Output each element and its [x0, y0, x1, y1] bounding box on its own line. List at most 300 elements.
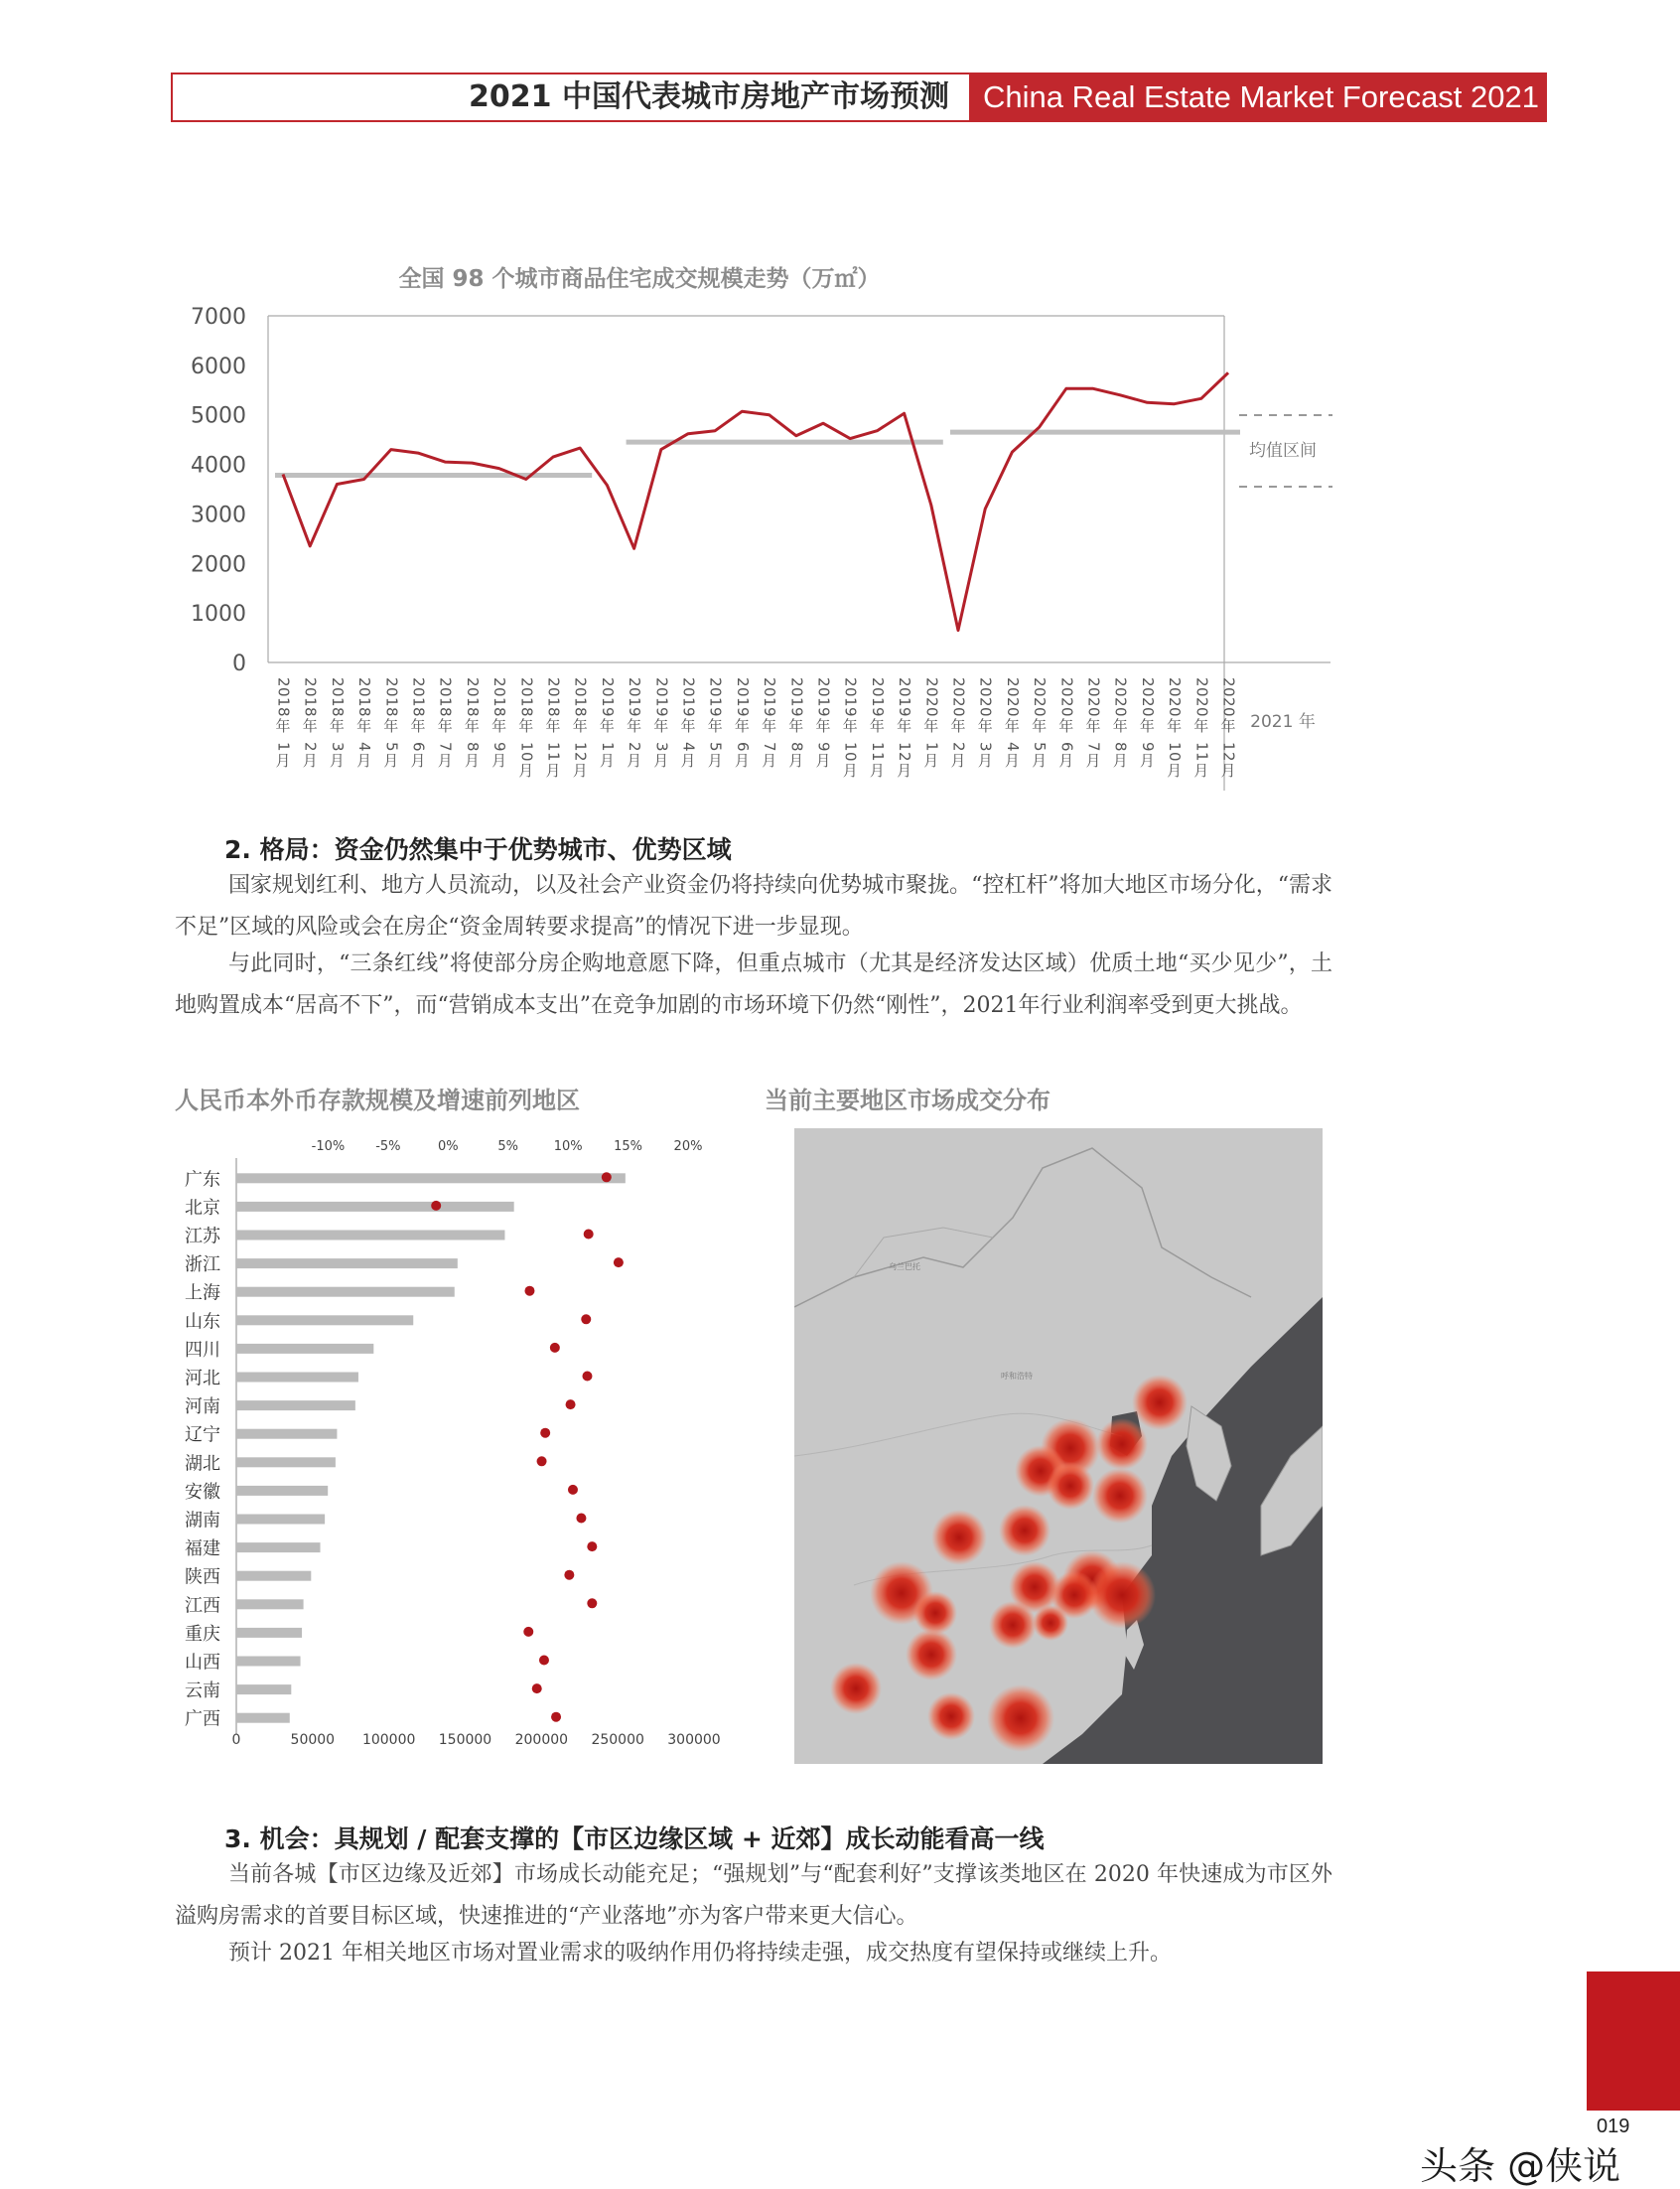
x-tick-char: 1 — [896, 697, 914, 707]
x-tick-char: 年 — [329, 717, 345, 735]
x-tick-char: 年 — [1167, 717, 1183, 735]
section-2-paragraph-1: 国家规划红利、地方人员流动，以及社会产业资金仍将持续向优势城市聚拢。“控杠杆”将加大地区市场分化，“需求不足”区域的风险或会在房企“资金周转要求提高”的情况下进一步显现。 — [175, 873, 1332, 940]
bar — [236, 1429, 337, 1439]
x-tick-char: 年 — [275, 717, 291, 735]
x-tick-char: 9 — [787, 707, 806, 717]
x-tick-char: 月 — [1085, 752, 1101, 770]
x-tick-char: 0 — [922, 687, 941, 697]
bar-chart — [169, 1128, 765, 1754]
page-number: 019 — [1597, 2116, 1630, 2137]
x-tick-char: 1 — [1192, 752, 1211, 762]
x-tick-char: 年 — [977, 717, 993, 735]
x-tick-char: 0 — [868, 687, 887, 697]
x-tick-char: 1 — [761, 697, 779, 707]
legend-label: 均值区间 — [1249, 441, 1317, 461]
x-tick-char: 月 — [1032, 752, 1048, 770]
y-tick-label: 7000 — [191, 305, 246, 330]
x-tick-char: 2 — [301, 742, 320, 752]
category-label: 四川 — [185, 1339, 220, 1361]
category-label: 山东 — [185, 1311, 220, 1333]
x-tick-char: 年 — [842, 717, 858, 735]
x-tick-char: 年 — [302, 717, 318, 735]
x-tick-char: 月 — [788, 752, 804, 770]
series-polyline — [283, 372, 1228, 630]
bar — [236, 1202, 514, 1212]
x-tick-char: 8 — [382, 707, 401, 717]
growth-dot — [614, 1257, 624, 1267]
x-tick-char: 年 — [518, 717, 534, 735]
heat-spot — [989, 1601, 1037, 1649]
y-tick-label: 6000 — [191, 354, 246, 379]
x-tick-char: 9 — [733, 707, 752, 717]
category-label: 上海 — [185, 1282, 220, 1304]
x-tick-char: 月 — [1139, 752, 1155, 770]
heat-spot — [1033, 1605, 1068, 1641]
x-tick-char: 9 — [814, 742, 833, 752]
y-tick-label: 2000 — [191, 552, 246, 578]
x-tick-char: 0 — [761, 687, 779, 697]
growth-dot — [532, 1683, 542, 1693]
x-tick-char: 1 — [1166, 742, 1185, 752]
category-label: 湖南 — [185, 1510, 220, 1532]
x-tick-char: 8 — [490, 707, 509, 717]
x-tick-char: 2 — [922, 697, 941, 707]
bar — [236, 1713, 290, 1723]
x-tick-char: 8 — [274, 707, 293, 717]
x-tick-char: 0 — [517, 752, 536, 762]
growth-dot — [551, 1712, 561, 1722]
watermark: 头条 @侠说 — [1420, 2144, 1621, 2188]
x-tick-char: 6 — [409, 742, 428, 752]
x-tick-char: 2 — [1166, 697, 1185, 707]
growth-dot — [523, 1627, 533, 1637]
x-tick-char: 0 — [274, 687, 293, 697]
x-tick-char: 0 — [1111, 687, 1130, 697]
x-tick-char: 2 — [706, 677, 725, 687]
x-tick-char: 0 — [626, 687, 644, 697]
x-tick-char: 0 — [490, 687, 509, 697]
x-tick-char: 0 — [733, 687, 752, 697]
x-tick-char: 0 — [517, 687, 536, 697]
x-tick-char: 0 — [896, 687, 914, 697]
x-tick-char: 9 — [706, 707, 725, 717]
x-tick-char: 6 — [733, 742, 752, 752]
x-tick-char: 2 — [1003, 697, 1022, 707]
x-tick-char: 1 — [382, 697, 401, 707]
x-tick-char: 年 — [653, 717, 669, 735]
x-tick-char: 1 — [626, 697, 644, 707]
growth-dot — [564, 1570, 574, 1580]
x-tick-char: 0 — [463, 687, 482, 697]
x-tick-char: 2 — [733, 677, 752, 687]
x-tick-char: 月 — [464, 752, 480, 770]
x-tick-char: 1 — [652, 697, 671, 707]
x-tick-char: 9 — [841, 707, 860, 717]
x-tick-char: 月 — [1167, 762, 1183, 780]
heat-spot — [927, 1692, 975, 1740]
x-label-2021: 2021 年 — [1250, 712, 1316, 732]
x-tick-char: 月 — [1004, 752, 1020, 770]
x-tick-char: 年 — [897, 717, 912, 735]
x-axis — [275, 677, 1238, 780]
growth-dot — [524, 1286, 534, 1296]
x-tick-char: 2 — [787, 677, 806, 687]
x-tick-char: 6 — [1057, 742, 1076, 752]
x-tick-char: 9 — [761, 707, 779, 717]
page-header — [171, 73, 1547, 122]
x-tick-char: 0 — [706, 687, 725, 697]
x-tick-char: 1 — [571, 742, 590, 752]
x-tick-char: 月 — [1112, 752, 1128, 770]
x-tick-char: 0 — [1166, 687, 1185, 697]
x-tick-char: 1 — [679, 697, 698, 707]
x-tick-char: 1 — [544, 742, 563, 752]
x-tick-char: 0 — [814, 687, 833, 697]
x-tick-char: 2 — [841, 677, 860, 687]
x-tick-char: 月 — [275, 752, 291, 770]
x-tick-char: 2 — [652, 677, 671, 687]
bar — [236, 1287, 455, 1297]
x-tick-char: 1 — [706, 697, 725, 707]
x-tick-char: 2 — [301, 677, 320, 687]
x-tick-char: 8 — [301, 707, 320, 717]
category-label: 浙江 — [185, 1254, 220, 1276]
x-tick-char: 2 — [814, 677, 833, 687]
x-tick-char: 1 — [733, 697, 752, 707]
x-tick-char: 2 — [382, 677, 401, 687]
x-tick-char: 1 — [517, 742, 536, 752]
x-tick-char: 年 — [599, 717, 615, 735]
x-tick-char: 2 — [517, 677, 536, 687]
bar — [236, 1628, 302, 1638]
x-tick-char: 0 — [1057, 687, 1076, 697]
x-tick-char: 2 — [1057, 677, 1076, 687]
x-tick-char: 0 — [1138, 687, 1157, 697]
x-tick-char: 9 — [896, 707, 914, 717]
bar — [236, 1684, 291, 1694]
x-tick-char: 2 — [1111, 697, 1130, 707]
top-axis-tick: 15% — [614, 1139, 643, 1154]
x-tick-char: 月 — [734, 752, 750, 770]
x-tick-char: 0 — [1138, 707, 1157, 717]
heat-spot — [1096, 1418, 1148, 1470]
x-tick-char: 2 — [679, 677, 698, 687]
x-tick-char: 0 — [301, 687, 320, 697]
x-tick-char: 月 — [897, 762, 912, 780]
category-label: 安徽 — [185, 1481, 220, 1503]
growth-dot — [584, 1230, 594, 1240]
x-tick-char: 月 — [572, 762, 588, 780]
x-tick-char: 2 — [896, 752, 914, 762]
x-tick-char: 9 — [1138, 742, 1157, 752]
section-2-paragraph-2: 与此同时，“三条红线”将使部分房企购地意愿下降，但重点城市（尤其是经济发达区域）优质土地“买少见少”，土地购置成本“居高不下”，而“营销成本支出”在竞争加剧的市场环境下仍然“刚性”，2021年行业利润率受到更大挑战。 — [175, 951, 1332, 1018]
heat-map — [794, 1128, 1323, 1764]
bar-chart-title: 人民币本外币存款规模及增速前列地区 — [175, 1087, 580, 1114]
x-tick-char: 3 — [328, 742, 347, 752]
x-tick-char: 0 — [1084, 707, 1103, 717]
x-tick-char: 0 — [1003, 687, 1022, 697]
top-axis-tick: 10% — [553, 1139, 583, 1154]
heat-spot — [1092, 1468, 1148, 1524]
x-tick-char: 月 — [1193, 762, 1209, 780]
growth-dot — [566, 1399, 576, 1409]
top-axis-tick: 20% — [673, 1139, 703, 1154]
x-tick-char: 8 — [1111, 742, 1130, 752]
x-tick-char: 2 — [1192, 697, 1211, 707]
x-tick-char: 年 — [572, 717, 588, 735]
x-tick-char: 2 — [1138, 677, 1157, 687]
x-tick-char: 8 — [409, 707, 428, 717]
x-tick-char: 8 — [544, 707, 563, 717]
bottom-axis-tick: 300000 — [667, 1732, 721, 1748]
x-tick-char: 1 — [598, 742, 617, 752]
x-tick-char: 1 — [490, 697, 509, 707]
category-label: 重庆 — [185, 1623, 220, 1645]
x-tick-char: 0 — [1084, 687, 1103, 697]
y-tick-label: 4000 — [191, 453, 246, 479]
x-tick-char: 1 — [436, 697, 455, 707]
x-tick-char: 7 — [1084, 742, 1103, 752]
growth-dot — [587, 1541, 597, 1551]
x-tick-char: 0 — [544, 687, 563, 697]
bar — [236, 1400, 355, 1410]
x-tick-char: 5 — [1031, 742, 1050, 752]
x-tick-char: 0 — [1219, 707, 1238, 717]
bar — [236, 1599, 304, 1609]
x-tick-char: 2 — [571, 752, 590, 762]
x-tick-char: 2 — [274, 677, 293, 687]
x-tick-char: 月 — [815, 752, 831, 770]
x-tick-char: 年 — [1220, 717, 1236, 735]
x-tick-char: 0 — [382, 687, 401, 697]
x-tick-char: 9 — [490, 742, 509, 752]
x-tick-char: 月 — [923, 752, 939, 770]
x-tick-char: 8 — [355, 707, 374, 717]
x-tick-char: 1 — [841, 697, 860, 707]
x-tick-char: 2 — [922, 677, 941, 687]
x-tick-char: 0 — [409, 687, 428, 697]
x-tick-char: 9 — [598, 707, 617, 717]
category-label: 河南 — [185, 1396, 220, 1418]
category-label: 广西 — [185, 1708, 220, 1730]
x-tick-char: 0 — [1111, 707, 1130, 717]
x-tick-char: 0 — [841, 752, 860, 762]
category-label: 河北 — [185, 1368, 220, 1389]
x-tick-char: 2 — [761, 677, 779, 687]
bar — [236, 1571, 311, 1581]
x-tick-char: 2 — [1219, 697, 1238, 707]
x-tick-char: 2 — [1192, 677, 1211, 687]
x-tick-char: 月 — [545, 762, 561, 780]
x-tick-char: 0 — [1057, 707, 1076, 717]
x-tick-char: 2 — [1219, 752, 1238, 762]
map-label-ulaanbaatar: 乌兰巴托 — [889, 1262, 920, 1271]
x-tick-char: 8 — [328, 707, 347, 717]
x-tick-char: 5 — [706, 742, 725, 752]
x-tick-char: 1 — [274, 742, 293, 752]
x-tick-char: 2 — [976, 697, 995, 707]
x-tick-char: 0 — [571, 687, 590, 697]
x-tick-char: 2 — [868, 677, 887, 687]
growth-dot — [587, 1598, 597, 1608]
top-axis-tick: 5% — [497, 1139, 519, 1154]
x-tick-char: 1 — [1192, 742, 1211, 752]
y-tick-label: 5000 — [191, 403, 246, 429]
x-tick-char: 年 — [1058, 717, 1074, 735]
x-tick-char: 8 — [463, 742, 482, 752]
x-tick-char: 2 — [355, 677, 374, 687]
x-tick-char: 2 — [571, 677, 590, 687]
x-tick-char: 0 — [1031, 707, 1050, 717]
x-tick-char: 7 — [436, 742, 455, 752]
x-tick-char: 0 — [679, 687, 698, 697]
x-tick-char: 2 — [1031, 697, 1050, 707]
x-tick-char: 年 — [923, 717, 939, 735]
heat-spot — [999, 1505, 1050, 1556]
x-tick-char: 2 — [463, 677, 482, 687]
growth-dot — [550, 1343, 560, 1353]
x-tick-char: 年 — [464, 717, 480, 735]
bar — [236, 1457, 336, 1467]
x-tick-char: 1 — [544, 752, 563, 762]
x-tick-char: 月 — [842, 762, 858, 780]
y-tick-label: 0 — [232, 652, 246, 676]
x-tick-char: 月 — [437, 752, 453, 770]
x-tick-char: 月 — [410, 752, 426, 770]
bar — [236, 1542, 321, 1552]
growth-dot — [537, 1456, 547, 1466]
growth-dot — [431, 1201, 441, 1211]
growth-dot — [582, 1372, 592, 1382]
x-tick-char: 1 — [1219, 742, 1238, 752]
x-tick-char: 1 — [896, 742, 914, 752]
x-tick-char: 5 — [382, 742, 401, 752]
x-tick-char: 年 — [356, 717, 372, 735]
x-tick-char: 月 — [950, 752, 966, 770]
map-title: 当前主要地区市场成交分布 — [765, 1087, 1050, 1114]
x-tick-char: 0 — [922, 707, 941, 717]
x-tick-char: 2 — [1166, 677, 1185, 687]
x-tick-char: 8 — [517, 707, 536, 717]
x-tick-char: 1 — [598, 697, 617, 707]
bar — [236, 1657, 301, 1667]
x-tick-char: 1 — [868, 697, 887, 707]
x-tick-char: 0 — [949, 707, 968, 717]
x-tick-char: 2 — [1057, 697, 1076, 707]
x-tick-char: 1 — [922, 742, 941, 752]
x-tick-char: 0 — [841, 687, 860, 697]
bottom-axis-tick: 50000 — [290, 1732, 336, 1748]
x-tick-char: 4 — [1003, 742, 1022, 752]
x-tick-char: 0 — [1219, 687, 1238, 697]
growth-dot — [568, 1485, 578, 1495]
x-tick-char: 年 — [545, 717, 561, 735]
x-tick-char: 8 — [463, 707, 482, 717]
x-tick-char: 月 — [302, 752, 318, 770]
category-label: 云南 — [185, 1680, 220, 1702]
category-label: 江苏 — [185, 1226, 220, 1247]
header-title-en: China Real Estate Market Forecast 2021 — [969, 74, 1545, 120]
x-tick-char: 月 — [869, 762, 885, 780]
x-tick-char: 年 — [1193, 717, 1209, 735]
heat-spot — [1088, 1561, 1156, 1629]
x-tick-char: 2 — [1031, 677, 1050, 687]
x-tick-char: 2 — [1084, 677, 1103, 687]
x-tick-char: 1 — [355, 697, 374, 707]
x-tick-char: 年 — [410, 717, 426, 735]
x-tick-char: 年 — [491, 717, 507, 735]
x-tick-char: 1 — [544, 697, 563, 707]
x-tick-char: 2 — [1084, 697, 1103, 707]
page-corner-block — [1587, 1971, 1680, 2111]
x-tick-char: 8 — [571, 707, 590, 717]
x-tick-char: 0 — [652, 687, 671, 697]
x-tick-char: 9 — [868, 707, 887, 717]
heat-spot — [987, 1684, 1054, 1752]
x-tick-char: 年 — [680, 717, 696, 735]
x-tick-char: 月 — [653, 752, 669, 770]
x-tick-char: 9 — [626, 707, 644, 717]
x-tick-char: 2 — [1219, 677, 1238, 687]
x-tick-char: 年 — [1085, 717, 1101, 735]
line-chart-title: 全国 98 个城市商品住宅成交规模走势（万㎡） — [398, 266, 881, 292]
category-label: 山西 — [185, 1652, 220, 1674]
x-tick-char: 年 — [437, 717, 453, 735]
x-tick-char: 1 — [274, 697, 293, 707]
x-tick-char: 4 — [355, 742, 374, 752]
heat-spot — [1132, 1375, 1188, 1430]
x-tick-char: 0 — [949, 687, 968, 697]
x-tick-char: 年 — [950, 717, 966, 735]
x-tick-char: 9 — [814, 707, 833, 717]
x-tick-char: 2 — [976, 677, 995, 687]
bar — [236, 1258, 458, 1268]
x-tick-char: 2 — [409, 677, 428, 687]
category-label: 福建 — [185, 1538, 220, 1560]
x-tick-char: 0 — [328, 687, 347, 697]
x-tick-char: 年 — [815, 717, 831, 735]
x-tick-char: 1 — [814, 697, 833, 707]
x-tick-char: 4 — [679, 742, 698, 752]
x-tick-char: 2 — [598, 677, 617, 687]
x-tick-char: 月 — [680, 752, 696, 770]
x-tick-char: 月 — [329, 752, 345, 770]
x-tick-char: 3 — [976, 742, 995, 752]
bottom-axis-tick: 200000 — [514, 1732, 569, 1748]
x-tick-char: 2 — [1003, 677, 1022, 687]
map-graphic — [794, 1128, 1323, 1764]
series-line — [283, 372, 1228, 630]
x-tick-char: 8 — [436, 707, 455, 717]
bottom-axis-tick: 250000 — [591, 1732, 644, 1748]
x-tick-char: 9 — [679, 707, 698, 717]
y-tick-label: 3000 — [191, 503, 246, 528]
x-tick-char: 1 — [301, 697, 320, 707]
x-tick-char: 月 — [627, 752, 642, 770]
heat-spot — [830, 1663, 882, 1714]
x-tick-char: 2 — [949, 697, 968, 707]
bar — [236, 1373, 358, 1383]
section-3-paragraph-1: 当前各城【市区边缘及近郊】市场成长动能充足；“强规划”与“配套利好”支撑该类地区在 2020 年快速成为市区外溢购房需求的首要目标区域，快速推进的“产业落地”亦为客户带来更大信心。 — [175, 1862, 1332, 1929]
bar — [236, 1315, 413, 1325]
x-tick-char: 1 — [868, 752, 887, 762]
x-tick-char: 年 — [788, 717, 804, 735]
x-tick-char: 0 — [355, 687, 374, 697]
x-tick-char: 1 — [463, 697, 482, 707]
x-tick-char: 2 — [328, 677, 347, 687]
x-tick-char: 1 — [841, 742, 860, 752]
growth-dot — [581, 1314, 591, 1324]
